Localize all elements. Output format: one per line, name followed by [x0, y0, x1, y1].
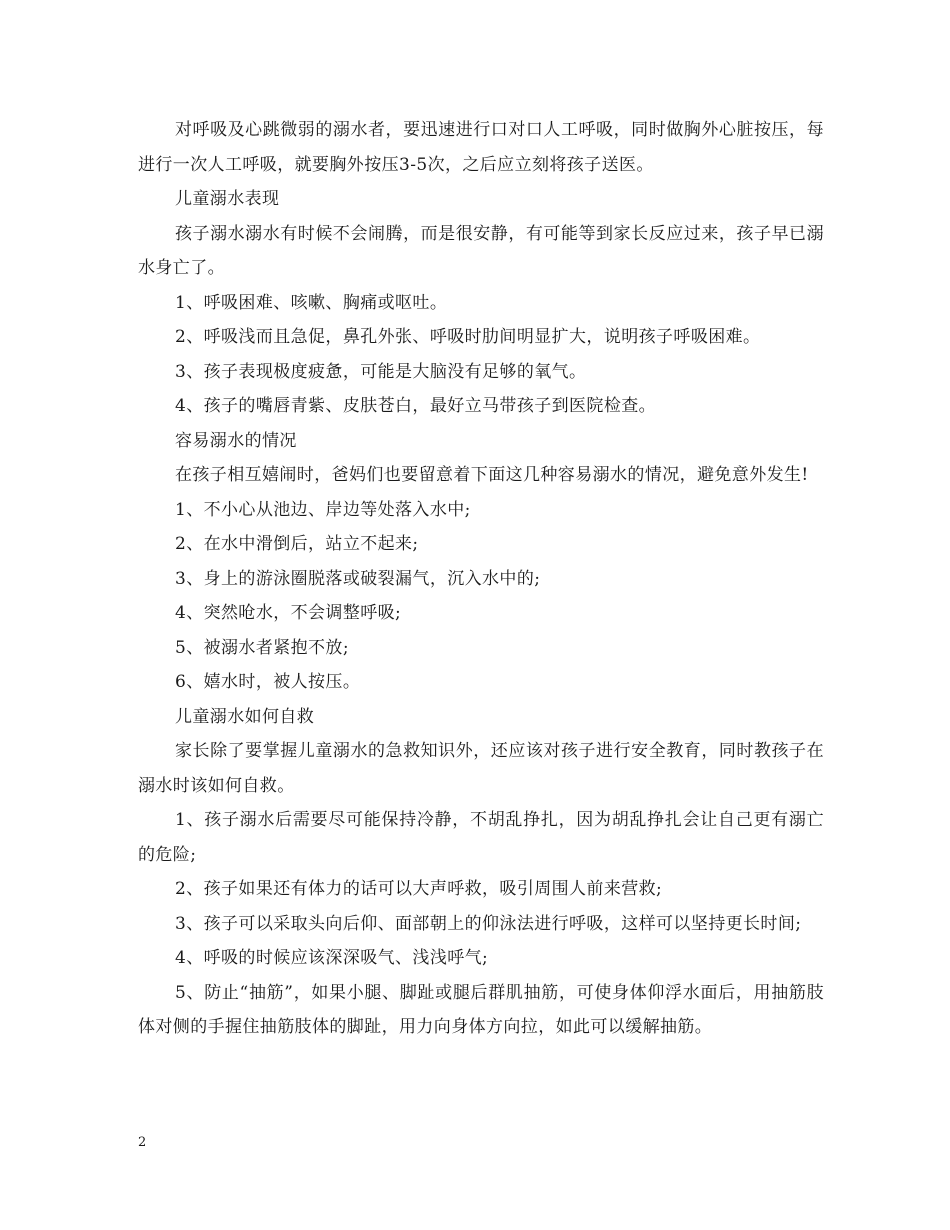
list-item-risk-1: 1、不小心从池边、岸边等处落入水中; — [175, 499, 471, 520]
list-item-rescue-3: 3、孩子可以采取头向后仰、面部朝上的仰泳法进行呼吸，这样可以坚持更长时间; — [175, 913, 802, 934]
heading-risk-situations: 容易溺水的情况 — [175, 430, 297, 451]
list-item-rescue-5: 5、防止“抽筋”，如果小腿、脚趾或腿后群肌抽筋，可使身体仰浮水面后，用抽筋肢体对侧的手握住抽筋肢体的脚趾，用力向身体方向拉，如此可以缓解抽筋。 — [138, 982, 824, 1037]
paragraph-quiet-drowning: 孩子溺水溺水有时候不会闹腾，而是很安静，有可能等到家长反应过来，孩子早已溺水身亡了。 — [138, 223, 824, 278]
list-item-risk-3: 3、身上的游泳圈脱落或破裂漏气，沉入水中的; — [175, 568, 541, 589]
list-item-rescue-2: 2、孩子如果还有体力的话可以大声呼救，吸引周围人前来营救; — [175, 879, 663, 899]
list-item-sign-3: 3、孩子表现极度疲惫，可能是大脑没有足够的氧气。 — [175, 361, 587, 382]
page-number: 2 — [138, 1135, 147, 1150]
list-item-risk-6: 6、嬉水时，被人按压。 — [175, 672, 361, 692]
list-item-risk-5: 5、被溺水者紧抱不放; — [175, 637, 349, 658]
heading-self-rescue: 儿童溺水如何自救 — [175, 706, 315, 727]
paragraph-cpr-instructions: 对呼吸及心跳微弱的溺水者，要迅速进行口对口人工呼吸，同时做胸外心脏按压，每进行一次人工呼吸，就要胸外按压3-5次，之后应立刻将孩子送医。 — [138, 120, 824, 175]
paragraph-self-rescue-intro: 家长除了要掌握儿童溺水的急救知识外，还应该对孩子进行安全教育，同时教孩子在溺水时该如何自救。 — [138, 741, 824, 796]
list-item-sign-4: 4、孩子的嘴唇青紫、皮肤苍白，最好立马带孩子到医院检查。 — [175, 396, 657, 416]
document-body — [138, 113, 824, 1045]
list-item-risk-2: 2、在水中滑倒后，站立不起来; — [175, 534, 419, 554]
heading-drowning-signs: 儿童溺水表现 — [175, 189, 280, 209]
list-item-rescue-1: 1、孩子溺水后需要尽可能保持冷静，不胡乱挣扎，因为胡乱挣扎会让自己更有溺亡的危险; — [138, 810, 824, 865]
paragraph-risk-intro: 在孩子相互嬉闹时，爸妈们也要留意着下面这几种容易溺水的情况，避免意外发生! — [175, 465, 809, 485]
list-item-rescue-4: 4、呼吸的时候应该深深吸气、浅浅呼气; — [175, 948, 489, 968]
list-item-risk-4: 4、突然呛水，不会调整呼吸; — [175, 603, 402, 623]
list-item-sign-1: 1、呼吸困难、咳嗽、胸痛或呕吐。 — [175, 292, 448, 313]
list-item-sign-2: 2、呼吸浅而且急促，鼻孔外张、呼吸时肋间明显扩大，说明孩子呼吸困难。 — [175, 327, 761, 347]
